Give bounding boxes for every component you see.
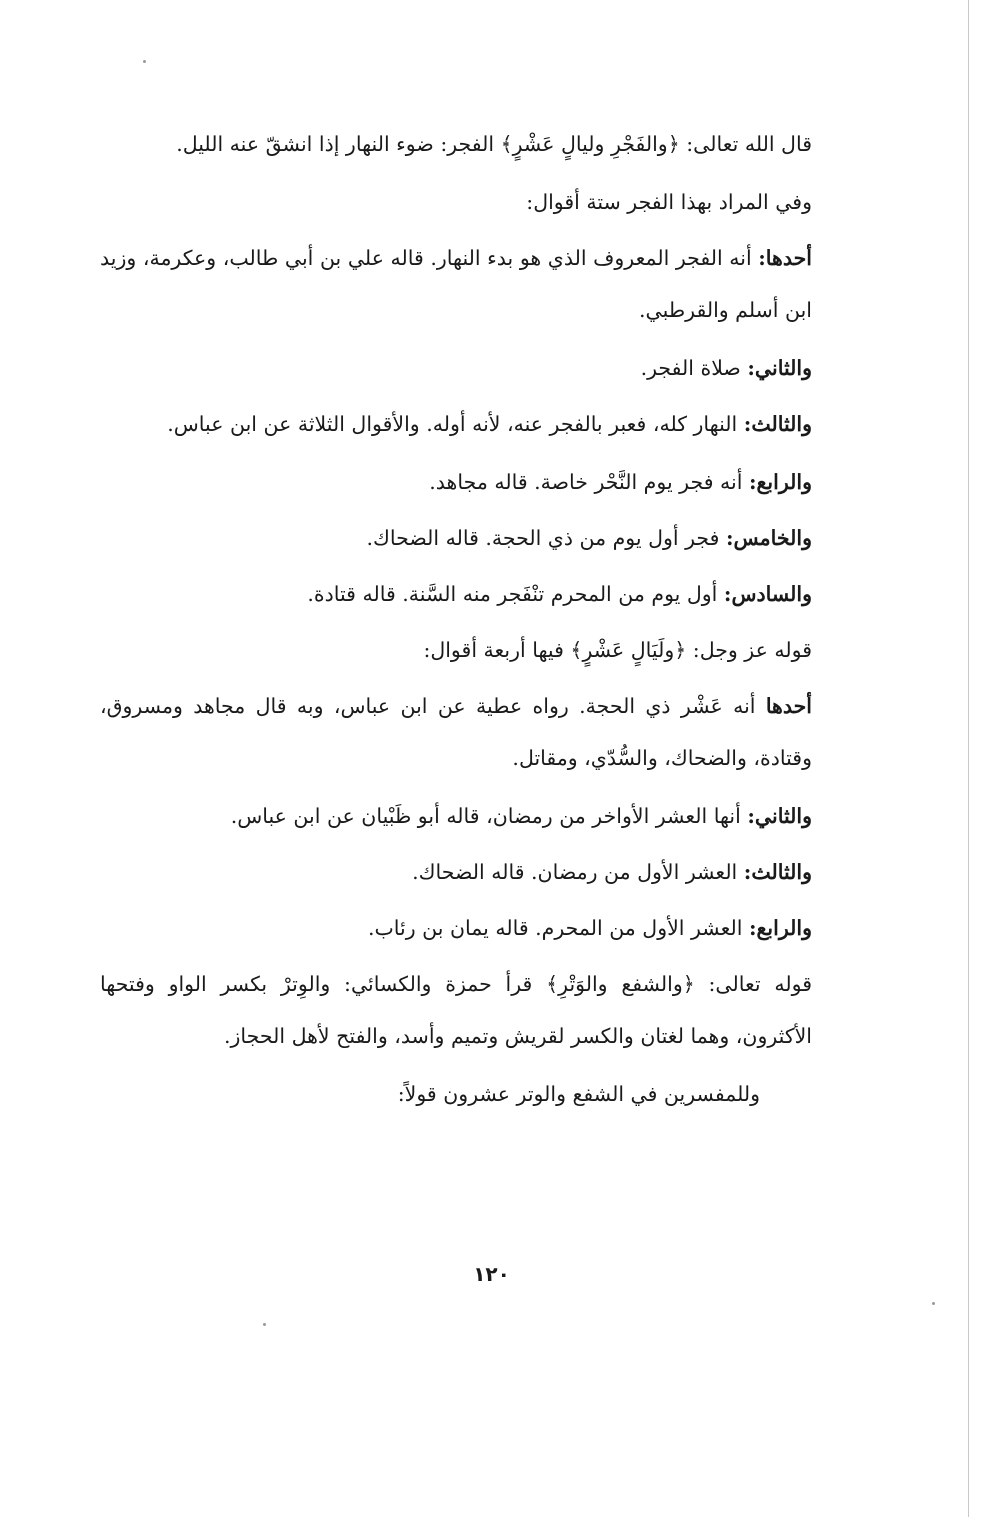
paragraph-text: العشر الأول من رمضان. قاله الضحاك. xyxy=(412,860,744,884)
paragraph-lead: والرابع: xyxy=(748,916,812,940)
paragraph-text: وفي المراد بهذا الفجر ستة أقوال: xyxy=(526,190,812,214)
paragraph-text: وللمفسرين في الشفع والوتر عشرون قولاً: xyxy=(397,1082,760,1106)
page-edge-line xyxy=(968,0,969,1517)
paragraph-lead: والثاني: xyxy=(747,804,812,828)
paragraph xyxy=(100,512,812,564)
paragraph-text: أنه عَشْر ذي الحجة. رواه عطية عن ابن عباس، وبه قال مجاهد ومسروق، وقتادة، والضحاك، والسُّدّي، ومقاتل. xyxy=(100,694,812,770)
paragraph-text: أنه فجر يوم النَّحْر خاصة. قاله مجاهد. xyxy=(429,470,749,494)
paragraph-text: أنه الفجر المعروف الذي هو بدء النهار. قاله علي بن أبي طالب، وعكرمة، وزيد ابن أسلم والقرطبي. xyxy=(100,246,812,322)
page-number: ١٢٠ xyxy=(473,1262,510,1286)
paragraph xyxy=(100,342,812,394)
paragraph xyxy=(100,1068,812,1120)
paragraph-lead: والثاني: xyxy=(747,356,812,380)
paragraph xyxy=(100,232,812,336)
paragraph-lead: أحدها xyxy=(765,694,812,718)
paragraph-text: قوله عز وجل: ﴿ولَيَالٍ عَشْرٍ﴾ فيها أربعة أقوال: xyxy=(423,638,812,662)
paragraph xyxy=(100,680,812,784)
scan-speck xyxy=(263,1323,266,1326)
page-body-text xyxy=(100,118,812,1124)
paragraph xyxy=(100,958,812,1062)
paragraph-text: فجر أول يوم من ذي الحجة. قاله الضحاك. xyxy=(366,526,726,550)
paragraph xyxy=(100,790,812,842)
paragraph-lead: والثالث: xyxy=(743,860,812,884)
paragraph xyxy=(100,568,812,620)
paragraph-text: قوله تعالى: ﴿والشفع والوَتْرِ﴾ قرأ حمزة والكسائي: والوِترْ بكسر الواو وفتحها الأكثرون، وهما لغتان والكسر لقريش وتميم وأسد، والفتح لأهل الحجاز. xyxy=(100,972,812,1048)
paragraph-text: أول يوم من المحرم تنْفَجر منه السَّنة. قاله قتادة. xyxy=(307,582,724,606)
paragraph xyxy=(100,624,812,676)
paragraph-lead: والسادس: xyxy=(723,582,812,606)
paragraph-lead: والثالث: xyxy=(743,412,812,436)
paragraph-lead: أحدها: xyxy=(758,246,812,270)
paragraph-text: العشر الأول من المحرم. قاله يمان بن رئاب. xyxy=(367,916,749,940)
paragraph xyxy=(100,398,812,450)
paragraph xyxy=(100,118,812,170)
paragraph-lead: والرابع: xyxy=(748,470,812,494)
paragraph-text: أنها العشر الأواخر من رمضان، قاله أبو ظَبْيان عن ابن عباس. xyxy=(230,804,748,828)
paragraph-text: النهار كله، فعبر بالفجر عنه، لأنه أوله. والأقوال الثلاثة عن ابن عباس. xyxy=(167,412,744,436)
paragraph xyxy=(100,846,812,898)
paragraph xyxy=(100,176,812,228)
paragraph xyxy=(100,456,812,508)
scan-speck xyxy=(143,60,146,63)
scan-speck xyxy=(932,1302,935,1305)
paragraph-lead: والخامس: xyxy=(725,526,812,550)
paragraph-text: قال الله تعالى: ﴿والفَجْرِ وليالٍ عَشْرٍ﴾ الفجر: ضوء النهار إذا انشقّ عنه الليل. xyxy=(176,132,812,156)
paragraph-text: صلاة الفجر. xyxy=(640,356,748,380)
paragraph xyxy=(100,902,812,954)
